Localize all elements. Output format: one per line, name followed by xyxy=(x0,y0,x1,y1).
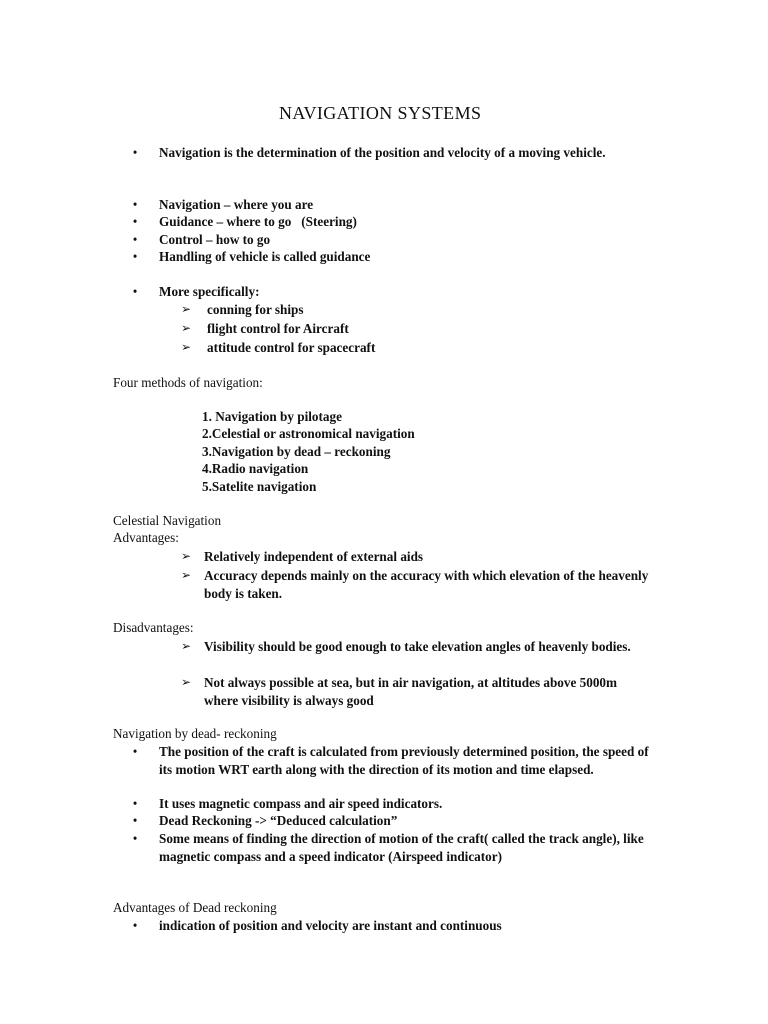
dead-reckoning-heading: Navigation by dead- reckoning xyxy=(113,726,277,741)
dead-reckoning-item: The position of the craft is calculated from previously determined position, the speed of its motion WRT earth along with the direction of its motion and time elapsed. xyxy=(159,744,649,777)
advantage-item: Accuracy depends mainly on the accuracy with which elevation of the heavenly body is taken. xyxy=(204,568,649,601)
arrow-bullet-icon: ➢ xyxy=(181,639,192,653)
list-item: Control – how to go xyxy=(159,232,271,247)
methods-heading: Four methods of navigation: xyxy=(113,375,263,390)
arrow-bullet-icon: ➢ xyxy=(181,675,192,689)
bullet-icon: • xyxy=(132,249,138,264)
bullet-icon: • xyxy=(132,796,138,811)
arrow-bullet-icon: ➢ xyxy=(181,321,192,335)
sub-list-item: attitude control for spacecraft xyxy=(207,340,376,355)
celestial-heading: Celestial Navigation xyxy=(113,513,222,528)
method-item: 4.Radio navigation xyxy=(202,461,309,476)
disadvantage-item: Visibility should be good enough to take elevation angles of heavenly bodies. xyxy=(204,639,631,654)
bullet-icon: • xyxy=(132,197,138,212)
sub-list-item: flight control for Aircraft xyxy=(207,321,349,336)
bullet-icon: • xyxy=(132,744,138,759)
dr-advantage-item: indication of position and velocity are instant and continuous xyxy=(159,918,502,933)
dead-reckoning-item: Dead Reckoning -> “Deduced calculation” xyxy=(159,813,398,828)
sub-list-item: conning for ships xyxy=(207,302,304,317)
disadvantage-item: Not always possible at sea, but in air navigation, at altitudes above 5000m where visibility is always good xyxy=(204,675,617,708)
advantage-item: Relatively independent of external aids xyxy=(204,549,424,564)
method-item: 5.Satelite navigation xyxy=(202,479,317,494)
intro-definition: Navigation is the determination of the position and velocity of a moving vehicle. xyxy=(159,145,606,160)
bullet-icon: • xyxy=(132,918,138,933)
list-item: Handling of vehicle is called guidance xyxy=(159,249,371,264)
arrow-bullet-icon: ➢ xyxy=(181,549,192,563)
bullet-icon: • xyxy=(132,284,138,299)
dead-reckoning-item: Some means of finding the direction of motion of the craft( called the track angle), like magnetic compass and a speed indicator (Airspeed indicator) xyxy=(159,831,644,864)
dr-advantages-heading: Advantages of Dead reckoning xyxy=(113,900,277,915)
disadvantages-label: Disadvantages: xyxy=(113,620,194,635)
bullet-icon: • xyxy=(132,831,138,846)
list-item: Navigation – where you are xyxy=(159,197,314,212)
page-title: NAVIGATION SYSTEMS xyxy=(279,103,482,123)
more-specifically-label: More specifically: xyxy=(159,284,260,299)
arrow-bullet-icon: ➢ xyxy=(181,568,192,582)
dead-reckoning-item: It uses magnetic compass and air speed indicators. xyxy=(159,796,443,811)
list-item: Guidance – where to go (Steering) xyxy=(159,214,357,229)
bullet-icon: • xyxy=(132,214,138,229)
bullet-icon: • xyxy=(132,232,138,247)
method-item: 2.Celestial or astronomical navigation xyxy=(202,426,415,441)
bullet-icon: • xyxy=(132,145,138,160)
bullet-icon: • xyxy=(132,813,138,828)
method-item: 3.Navigation by dead – reckoning xyxy=(202,444,391,459)
method-item: 1. Navigation by pilotage xyxy=(202,409,342,424)
arrow-bullet-icon: ➢ xyxy=(181,340,192,354)
arrow-bullet-icon: ➢ xyxy=(181,302,192,316)
advantages-label: Advantages: xyxy=(113,530,179,545)
